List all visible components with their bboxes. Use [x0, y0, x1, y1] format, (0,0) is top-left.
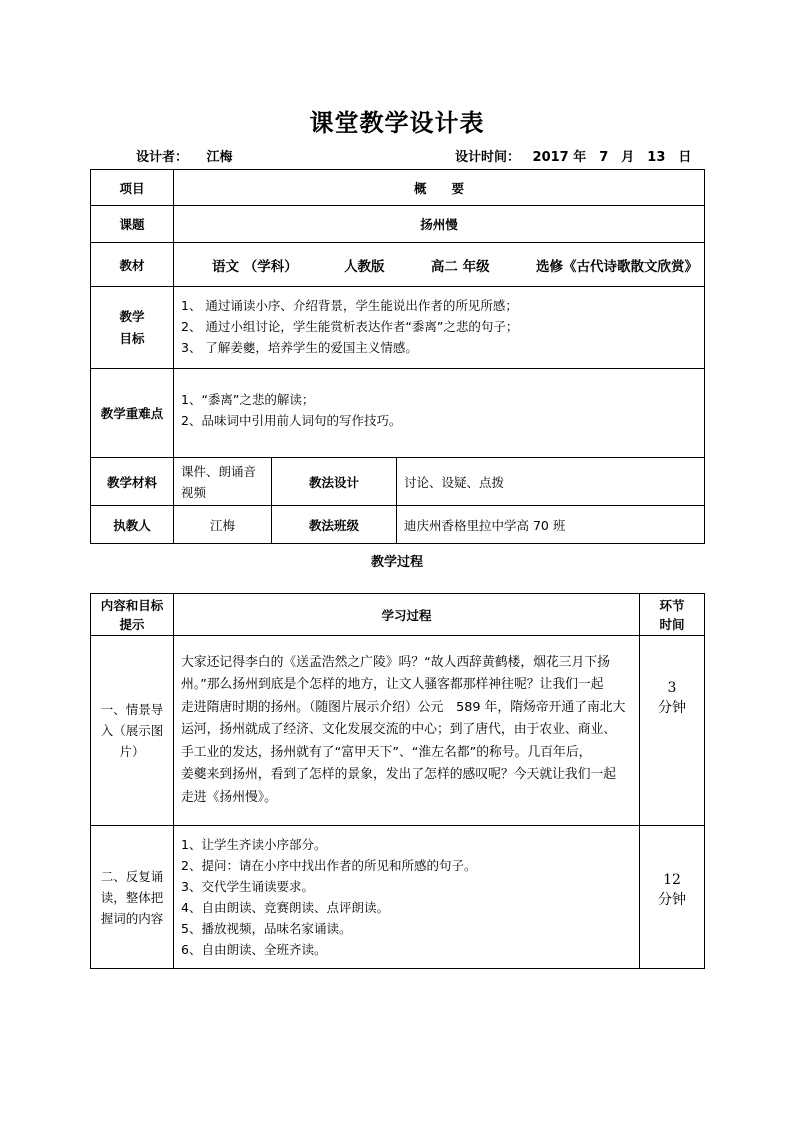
teacher-row — [91, 506, 705, 544]
class-label: 教法班级 — [272, 506, 397, 544]
keypoints-row — [91, 369, 705, 458]
topic-row — [91, 206, 705, 243]
step-time-cell — [640, 636, 705, 826]
objective-item: 2、 通过小组讨论，学生能赏析表达作者“黍离”之悲的句子； — [181, 319, 519, 334]
design-time-value: 2017 年 7 月 13 日 — [532, 150, 692, 165]
objectives-label-2: 目标 — [119, 330, 145, 346]
keypoint-item: 1、“黍离”之悲的解读； — [181, 392, 315, 407]
content-header-2: 提示 — [119, 616, 145, 632]
step-time-unit: 分钟 — [658, 700, 686, 716]
textbook-book: 选修《古代诗歌散文欣赏》 — [535, 258, 698, 275]
textbook-value-cell — [174, 243, 705, 287]
step-content-cell — [91, 636, 174, 826]
step-process-cell — [174, 826, 640, 969]
materials-value-cell — [174, 458, 272, 506]
step-time-cell — [640, 826, 705, 969]
process-line: 2、提问：请在小序中找出作者的所见和所感的句子。 — [181, 858, 477, 873]
process-line: 1、让学生齐读小序部分。 — [181, 837, 327, 852]
process-line: 走进《扬州慢》。 — [181, 789, 277, 805]
step-label-line: 读，整体把 — [100, 889, 164, 905]
topic-label: 课题 — [91, 206, 174, 243]
process-table — [90, 593, 705, 969]
keypoints-content — [174, 369, 705, 458]
process-row — [91, 636, 705, 826]
process-line: 手工业的发达，扬州就有了“富甲天下”、“淮左名都”的称号。几百年后， — [181, 744, 592, 760]
step-time-unit: 分钟 — [658, 892, 686, 908]
method-value: 讨论、设疑、点拨 — [397, 458, 705, 506]
design-time-line — [455, 146, 691, 165]
process-line: 运河，扬州就成了经济、文化发展交流的中心；到了唐代，由于农业、商业、 — [181, 722, 617, 738]
materials-row — [91, 458, 705, 506]
content-header-cell — [91, 594, 174, 636]
step-label-line: 片） — [119, 744, 145, 759]
keypoints-label: 教学重难点 — [91, 369, 174, 458]
info-table — [90, 169, 705, 544]
process-line: 走进隋唐时期的扬州。（随图片展示介绍）公元 589 年，隋炀帝开通了南北大 — [181, 699, 626, 715]
step-process-cell — [174, 636, 640, 826]
materials-value-2: 视频 — [181, 484, 207, 500]
textbook-grade: 高二 年级 — [430, 258, 490, 275]
content-header-1: 内容和目标 — [100, 597, 164, 613]
textbook-row — [91, 243, 705, 287]
header-summary-cell: 概 要 — [174, 170, 705, 206]
designer-name: 江梅 — [206, 150, 233, 165]
process-line: 大家还记得李白的《送孟浩然之广陵》吗？“故人西辞黄鹤楼，烟花三月下扬 — [181, 654, 610, 670]
objective-item: 3、 了解姜夔，培养学生的爱国主义情感。 — [181, 340, 418, 355]
materials-label: 教学材料 — [91, 458, 174, 506]
time-header-2: 时间 — [659, 616, 685, 632]
step-time-number: 12 — [663, 872, 681, 888]
objectives-content — [174, 287, 705, 369]
step-time-number: 3 — [667, 680, 677, 696]
step-label-line: 一、情景导 — [100, 702, 164, 717]
class-value: 迪庆州香格里拉中学高 70 班 — [397, 506, 705, 544]
page-title: 课堂教学设计表 — [309, 108, 485, 137]
time-header-1: 环节 — [659, 597, 685, 613]
keypoint-item: 2、品味词中引用前人词句的写作技巧。 — [181, 413, 402, 428]
teacher-label: 执教人 — [91, 506, 174, 544]
step-label-line: 入（展示图 — [100, 723, 164, 738]
objective-item: 1、 通过诵读小序、介绍背景，学生能说出作者的所见所感； — [181, 298, 518, 313]
objectives-label-cell — [91, 287, 174, 369]
method-label: 教法设计 — [272, 458, 397, 506]
process-line: 5、播放视频，品味名家诵读。 — [181, 921, 352, 936]
textbook-subject: 语文 （学科） — [212, 258, 298, 275]
step-label-line: 二、反复诵 — [100, 868, 164, 884]
process-header-row — [91, 594, 705, 636]
step-content-cell — [91, 826, 174, 969]
step-label-line: 握词的内容 — [100, 910, 164, 926]
materials-value-1: 课件、朗诵音 — [181, 463, 257, 479]
teacher-value: 江梅 — [174, 506, 272, 544]
process-title: 教学过程 — [370, 555, 423, 570]
process-line: 州。”那么扬州到底是个怎样的地方，让文人骚客都那样神往呢？让我们一起 — [181, 677, 604, 693]
textbook-edition: 人教版 — [344, 258, 385, 275]
process-line: 3、交代学生诵读要求。 — [181, 879, 314, 894]
designer-label: 设计者： — [136, 150, 189, 165]
process-line: 姜夔来到扬州，看到了怎样的景象，发出了怎样的感叹呢？今天就让我们一起 — [181, 767, 617, 783]
process-header: 学习过程 — [174, 594, 640, 636]
process-line: 4、自由朗读、竞赛朗读、点评朗读。 — [181, 900, 389, 915]
time-header-cell — [640, 594, 705, 636]
design-time-label: 设计时间： — [455, 150, 521, 165]
textbook-label: 教材 — [91, 243, 174, 287]
process-line: 6、自由朗读、全班齐读。 — [181, 942, 327, 957]
process-row — [91, 826, 705, 969]
designer-line — [136, 146, 233, 165]
objectives-row — [91, 287, 705, 369]
objectives-label-1: 教学 — [119, 308, 145, 324]
header-item-cell: 项目 — [91, 170, 174, 206]
topic-value: 扬州慢 — [174, 206, 705, 243]
info-header-row — [91, 170, 705, 206]
